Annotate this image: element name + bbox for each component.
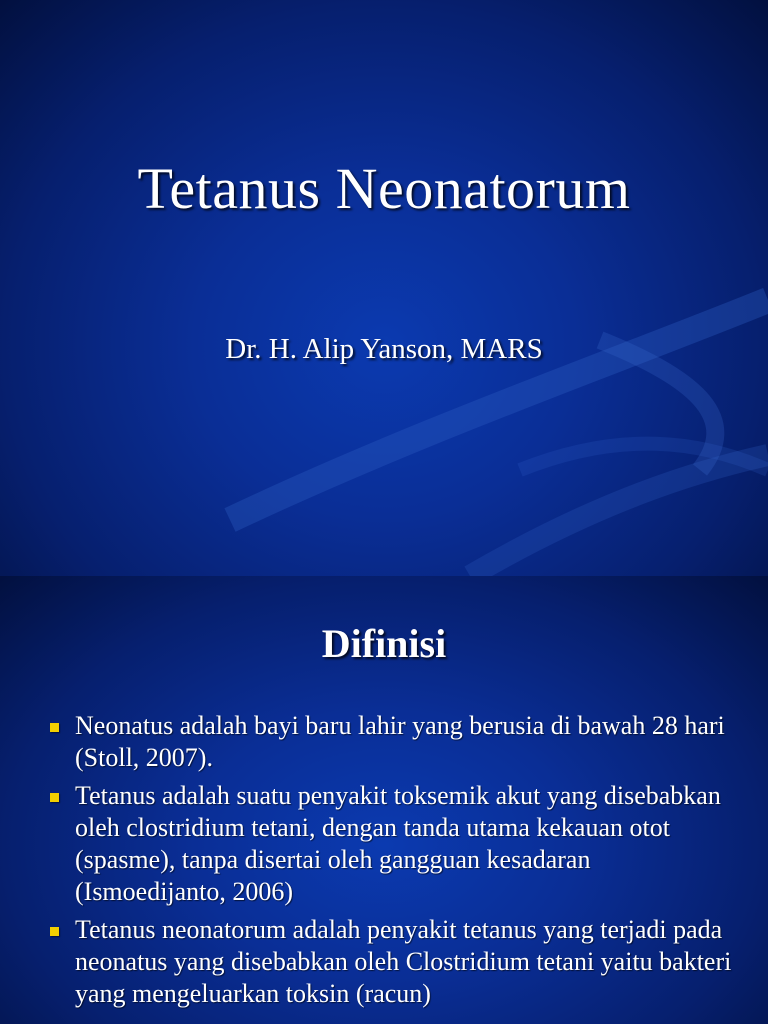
bullet-list bbox=[0, 710, 768, 1016]
presenter-name: Dr. H. Alip Yanson, MARS bbox=[225, 333, 543, 365]
definition-slide bbox=[0, 576, 768, 1024]
bullet-text: Neonatus adalah bayi baru lahir yang berusia di bawah 28 hari (Stoll, 2007). bbox=[75, 711, 725, 772]
bullet-text: Tetanus adalah suatu penyakit toksemik akut yang disebabkan oleh clostridium tetani, dengan tanda utama kekauan otot (spasme), tanpa disertai oleh gangguan kesadaran (Ismoedijanto, 2006) bbox=[75, 781, 721, 906]
bullet-text: Tetanus neonatorum adalah penyakit tetanus yang terjadi pada neonatus yang disebabkan oleh Clostridium tetani yaitu bakteri yang mengeluarkan toksin (racun) bbox=[75, 915, 732, 1008]
yellow-square-bullet-icon bbox=[50, 723, 59, 732]
yellow-square-bullet-icon bbox=[50, 793, 59, 802]
list-item bbox=[0, 780, 768, 908]
list-item bbox=[0, 914, 768, 1010]
yellow-square-bullet-icon bbox=[50, 927, 59, 936]
list-item bbox=[0, 710, 768, 774]
slide-heading: Difinisi bbox=[321, 621, 447, 666]
presentation-title: Tetanus Neonatorum bbox=[137, 156, 631, 221]
